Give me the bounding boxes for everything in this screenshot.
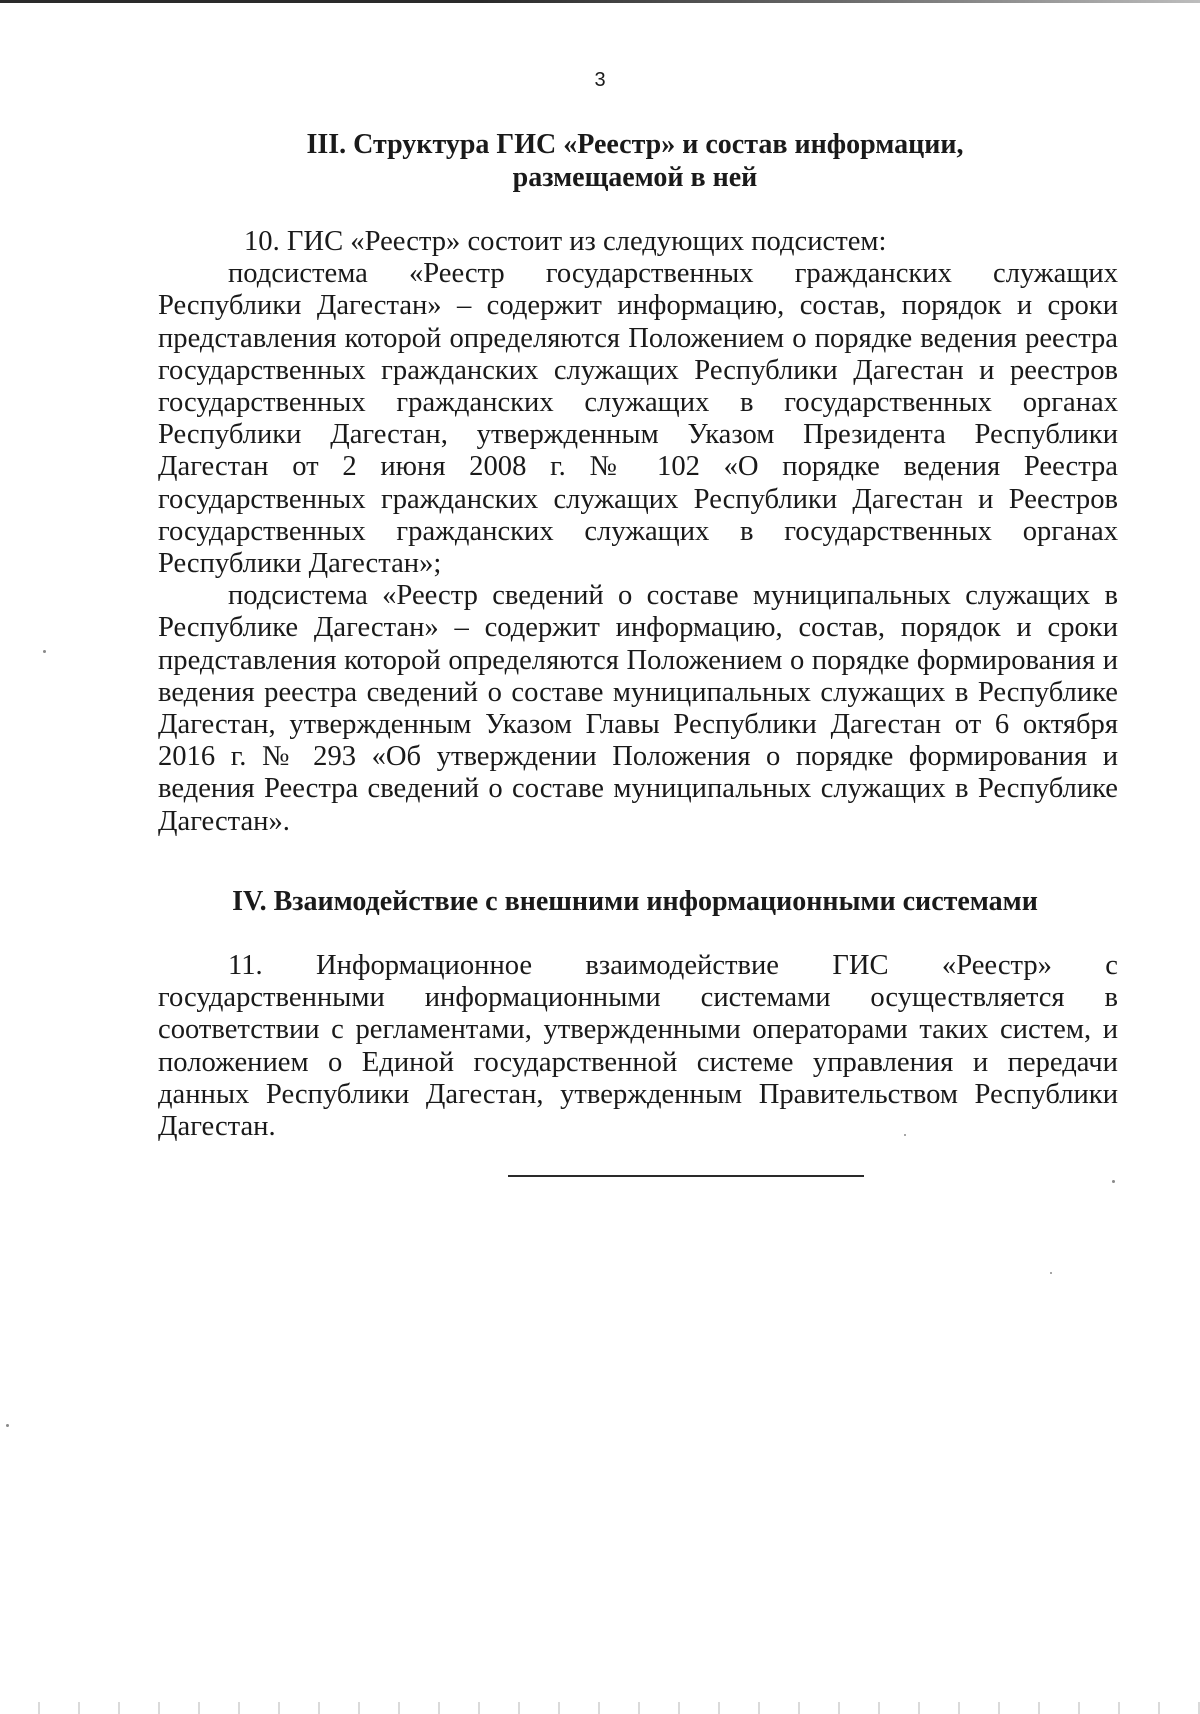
section-4-heading: IV. Взаимодействие с внешними информационными системами — [232, 886, 1038, 917]
scan-speck — [904, 1134, 906, 1136]
section-3-heading-line1: III. Структура ГИС «Реестр» и состав информации, — [306, 129, 964, 160]
section-3-heading — [150, 128, 1120, 194]
scan-bottom-edge — [0, 1702, 1200, 1714]
paragraph-11: 11. Информационное взаимодействие ГИС «Реестр» с государственными информационными системами осуществляется в соответствии с регламентами, утвержденными операторами таких систем, и положением о Единой государственной системе управления и передачи данных Республики Дагестан, утвержденным Правительством Республики Дагестан. — [158, 950, 1118, 1143]
paragraph-10-subsystem-1: подсистема «Реестр государственных гражданских служащих Республики Дагестан» – содержит информацию, состав, порядок и сроки представления которой определяются Положением о порядке ведения реестра государственных гражданских служащих Республики Дагестан и реестров государственных гражданских служащих в государственных органах Республики Дагестан, утвержденным Указом Президента Республики Дагестан от 2 июня 2008 г. № 102 «О порядке ведения Реестра государственных гражданских служащих Республики Дагестан и Реестров государственных гражданских служащих в государственных органах Республики Дагестан»; — [158, 258, 1118, 580]
scan-speck — [43, 650, 46, 653]
page-number: 3 — [594, 69, 606, 91]
scan-top-edge — [0, 0, 1200, 3]
paragraph-10-subsystem-2: подсистема «Реестр сведений о составе муниципальных служащих в Республике Дагестан» – содержит информацию, состав, порядок и сроки представления которой определяются Положением о порядке формирования и ведения реестра сведений о составе муниципальных служащих в Республике Дагестан, утвержденным Указом Главы Республики Дагестан от 6 октября 2016 г. № 293 «Об утверждении Положения о порядке формирования и ведения Реестра сведений о составе муниципальных служащих в Республике Дагестан». — [158, 580, 1118, 837]
section-4-body — [158, 950, 1118, 1143]
scan-speck — [1112, 1180, 1115, 1183]
section-3-heading-line2: размещаемой в ней — [512, 162, 758, 193]
paragraph-10: 10. ГИС «Реестр» состоит из следующих подсистем: — [244, 226, 887, 257]
scan-speck — [6, 1424, 9, 1427]
section-3-body — [158, 226, 1118, 838]
end-of-text-rule — [508, 1175, 864, 1177]
scan-speck — [1050, 1272, 1052, 1274]
